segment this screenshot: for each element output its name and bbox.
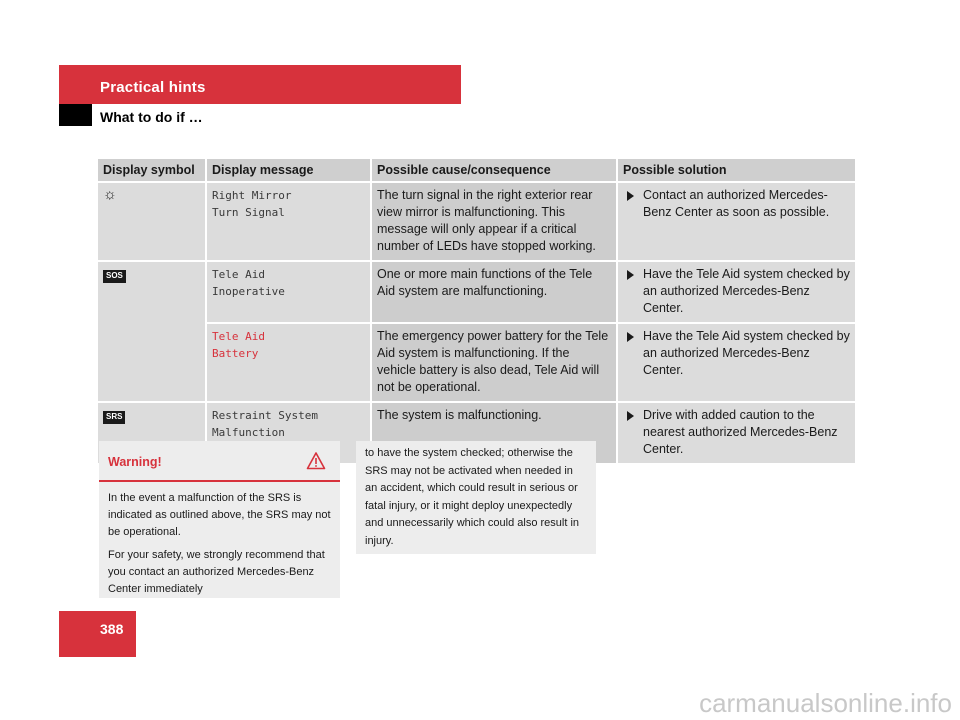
solution-cell	[618, 403, 855, 465]
section-title: Practical hints	[100, 79, 206, 96]
table-row	[98, 324, 855, 403]
cause-cell: The system is malfunctioning.	[372, 403, 618, 465]
page-number-box	[59, 611, 136, 657]
solution-cell	[618, 183, 855, 262]
bullet-arrow-icon	[627, 411, 634, 421]
solution-cell	[618, 324, 855, 403]
warning-paragraph: In the event a malfunction of the SRS is indicated as outlined above, the SRS may not be operational.	[108, 492, 331, 538]
warning-continuation-box	[356, 441, 596, 554]
column-header: Display message	[207, 159, 372, 183]
display-message: Right Mirror Turn Signal	[212, 189, 292, 219]
message-cell	[207, 183, 372, 262]
bullet-arrow-icon	[627, 191, 634, 201]
warning-continuation-text: to have the system checked; otherwise the SRS may not be activated when needed in an accident, which could result in serious or fatal injury, or it might deploy unexpectedly and unnecessarily which could also result in injury.	[365, 447, 580, 547]
bullet-arrow-icon	[627, 332, 634, 342]
srs-icon: SRS	[103, 411, 125, 424]
solution-text: Contact an authorized Mercedes-Benz Center as soon as possible.	[643, 188, 830, 219]
bullet-arrow-icon	[627, 270, 634, 280]
tele-aid-sos-icon: SOS	[103, 270, 126, 283]
message-cell	[207, 324, 372, 403]
cause-cell: One or more main functions of the Tele Aid system are malfunctioning.	[372, 262, 618, 324]
warning-box	[99, 441, 340, 598]
warning-header	[99, 441, 340, 482]
display-message: Tele Aid Battery	[212, 330, 265, 360]
symbol-cell	[98, 262, 207, 403]
warning-paragraph: For your safety, we strongly recommend that you contact an authorized Mercedes-Benz Center immediately	[108, 549, 325, 595]
table-row	[98, 183, 855, 262]
column-header: Possible solution	[618, 159, 855, 183]
warning-triangle-icon	[306, 451, 326, 471]
section-subtitle: What to do if …	[100, 109, 203, 125]
solution-cell	[618, 262, 855, 324]
message-cell	[207, 262, 372, 324]
cause-cell: The emergency power battery for the Tele Aid system is malfunctioning. If the vehicle battery is also dead, Tele Aid will not be operational.	[372, 324, 618, 403]
display-message: Restraint System Malfunction	[212, 409, 318, 439]
warning-title: Warning!	[108, 455, 162, 469]
solution-text: Have the Tele Aid system checked by an authorized Mercedes-Benz Center.	[643, 329, 850, 377]
page-number: 388	[100, 621, 124, 637]
display-message: Tele Aid Inoperative	[212, 268, 285, 298]
table-row	[98, 262, 855, 324]
header-marker	[59, 104, 92, 126]
column-header: Display symbol	[98, 159, 207, 183]
solution-text: Drive with added caution to the nearest authorized Mercedes-Benz Center.	[643, 408, 838, 456]
cause-cell: The turn signal in the right exterior rear view mirror is malfunctioning. This message will only appear if a critical number of LEDs have stopped working.	[372, 183, 618, 262]
watermark: carmanualsonline.info	[699, 688, 952, 718]
solution-text: Have the Tele Aid system checked by an authorized Mercedes-Benz Center.	[643, 267, 850, 315]
table-header-row	[98, 159, 855, 183]
symbol-cell	[98, 183, 207, 262]
turn-signal-light-icon: ☼	[103, 186, 117, 203]
display-message-table	[98, 159, 855, 465]
column-header: Possible cause/consequence	[372, 159, 618, 183]
warning-body	[99, 482, 340, 598]
